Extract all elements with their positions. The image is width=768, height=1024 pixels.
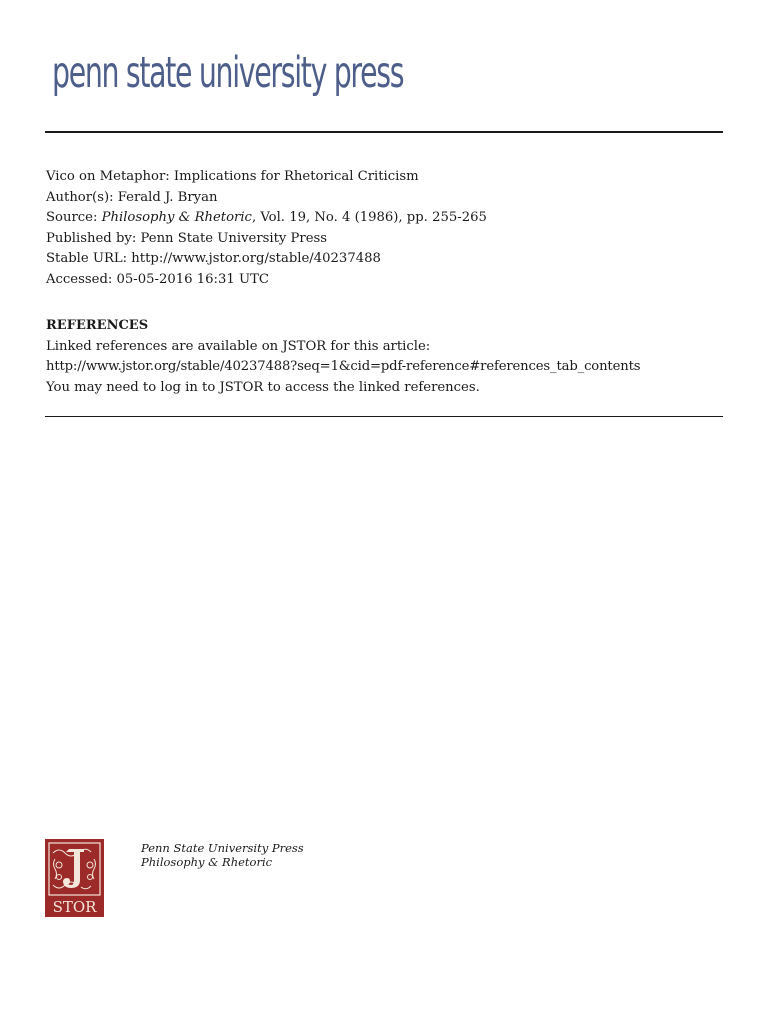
stable-url-line bbox=[46, 249, 487, 270]
published-label: Published by: bbox=[46, 230, 141, 246]
jstor-logo bbox=[45, 839, 104, 917]
source-line bbox=[46, 208, 487, 229]
references-login-note: You may need to log in to JSTOR to access the linked references. bbox=[46, 379, 480, 395]
author-line bbox=[46, 188, 487, 209]
publisher-name: Penn State University Press bbox=[140, 230, 328, 246]
footer-journal: Philosophy & Rhetoric bbox=[141, 855, 273, 869]
bottom-divider bbox=[45, 416, 723, 417]
references-url-link[interactable]: http://www.jstor.org/stable/40237488?seq=1&cid=pdf-reference#references_tab_contents bbox=[46, 359, 641, 374]
stable-url-link[interactable]: http://www.jstor.org/stable/40237488 bbox=[131, 251, 381, 266]
accessed-date: 05-05-2016 16:31 UTC bbox=[116, 271, 269, 287]
stable-url-label: Stable URL: bbox=[46, 251, 132, 266]
accessed-line bbox=[46, 270, 487, 291]
footer-publisher: Penn State University Press bbox=[141, 841, 304, 855]
references-block bbox=[46, 316, 640, 398]
source-label: Source: bbox=[46, 210, 102, 225]
source-journal: Philosophy & Rhetoric bbox=[101, 210, 252, 225]
author-label: Author(s): bbox=[46, 189, 118, 205]
publisher-logo: penn state university press bbox=[52, 48, 404, 98]
article-title: Vico on Metaphor: Implications for Rhetorical Criticism bbox=[46, 169, 419, 184]
accessed-label: Accessed: bbox=[46, 271, 117, 287]
references-note: Linked references are available on JSTOR for this article: bbox=[46, 338, 431, 354]
source-detail: , Vol. 19, No. 4 (1986), pp. 255-265 bbox=[251, 210, 487, 225]
top-divider bbox=[45, 131, 723, 133]
author-name: Ferald J. Bryan bbox=[117, 189, 218, 205]
jstor-logo-text: STOR bbox=[52, 898, 97, 916]
published-line bbox=[46, 229, 487, 250]
references-heading: REFERENCES bbox=[46, 318, 149, 333]
footer-text bbox=[141, 841, 304, 869]
citation-block bbox=[46, 167, 487, 290]
